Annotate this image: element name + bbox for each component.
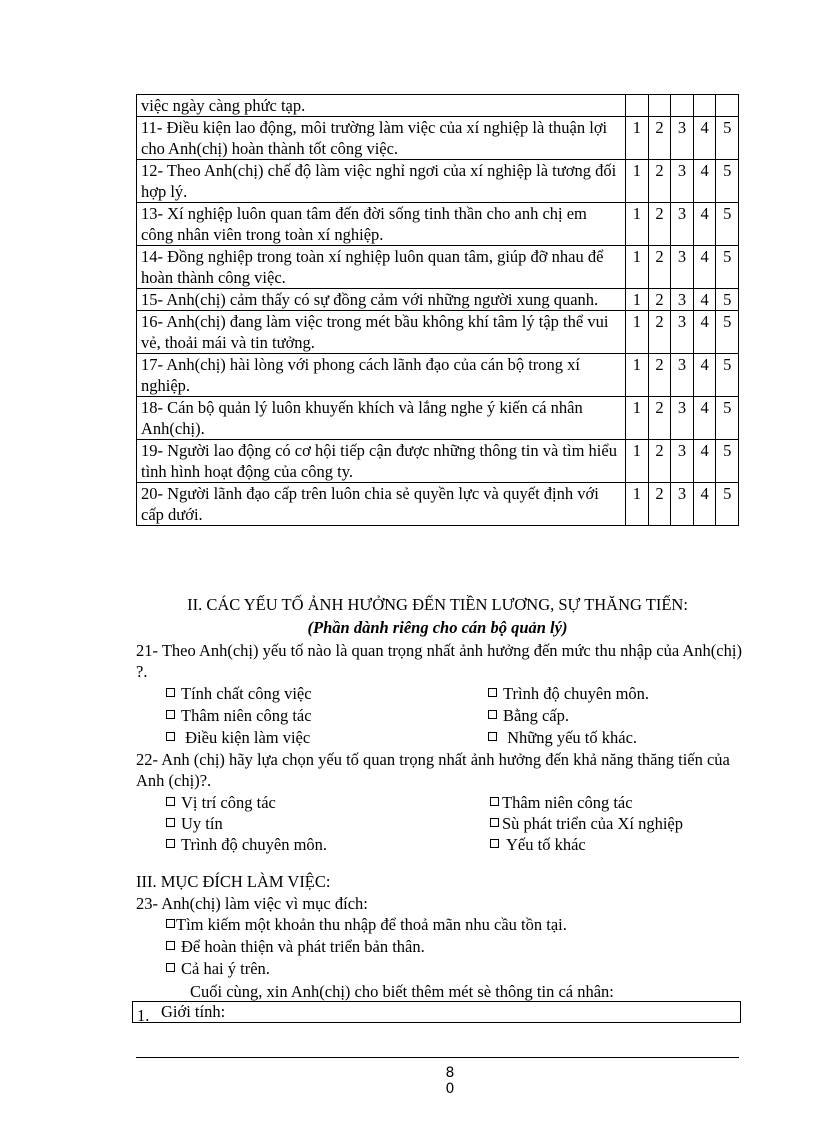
q23-option-income[interactable]: Tìm kiếm một khoản thu nhập để thoả mãn nhu cầu tồn tại. — [166, 914, 567, 935]
rating-cell[interactable]: 2 — [648, 289, 671, 311]
rating-cell[interactable]: 5 — [716, 397, 739, 440]
rating-cell[interactable]: 1 — [626, 397, 649, 440]
rating-cell[interactable]: 5 — [716, 311, 739, 354]
rating-cell[interactable]: 5 — [716, 246, 739, 289]
q23-option-both[interactable]: Cả hai ý trên. — [166, 958, 270, 979]
survey-question: 12- Theo Anh(chị) chế độ làm việc nghỉ ngơi của xí nghiệp là tương đối hợp lý. — [137, 160, 626, 203]
rating-cell[interactable]: 3 — [671, 483, 694, 526]
rating-cell[interactable]: 4 — [693, 440, 716, 483]
rating-cell[interactable]: 5 — [716, 117, 739, 160]
checkbox-icon — [166, 963, 175, 972]
question-23: 23- Anh(chị) làm việc vì mục đích: — [136, 894, 368, 913]
survey-question: 15- Anh(chị) cảm thấy có sự đồng cảm với những người xung quanh. — [137, 289, 626, 311]
section-2-subtitle: (Phần dành riêng cho cán bộ quản lý) — [307, 618, 568, 637]
checkbox-icon — [490, 839, 499, 848]
question-21: 21- Theo Anh(chị) yếu tố nào là quan trọng nhất ảnh hưởng đến mức thu nhập của Anh(chị) ?. — [136, 641, 742, 681]
survey-row — [137, 246, 739, 289]
rating-cell[interactable]: 3 — [671, 117, 694, 160]
closing-text: Cuối cùng, xin Anh(chị) cho biết thêm mét sè thông tin cá nhân: — [190, 982, 614, 1001]
survey-row — [137, 289, 739, 311]
survey-question: 17- Anh(chị) hài lòng với phong cách lãnh đạo của cán bộ trong xí nghiệp. — [137, 354, 626, 397]
survey-question: 18- Cán bộ quản lý luôn khuyến khích và lắng nghe ý kiến cá nhân Anh(chị). — [137, 397, 626, 440]
q22-option-expertise[interactable]: Trình độ chuyên môn. — [166, 834, 327, 855]
section-2-title: II. CÁC YẾU TỐ ẢNH HƯỞNG ĐẾN TIỀN LƯƠNG, SỰ THĂNG TIẾN: — [187, 595, 688, 614]
rating-cell[interactable]: 1 — [626, 289, 649, 311]
rating-cell[interactable]: 4 — [693, 397, 716, 440]
q21-option-work-nature[interactable]: Tính chất công việc — [166, 683, 312, 704]
rating-cell — [648, 95, 671, 117]
rating-cell[interactable]: 4 — [693, 289, 716, 311]
rating-cell[interactable]: 1 — [626, 203, 649, 246]
survey-row — [137, 117, 739, 160]
checkbox-icon — [166, 710, 175, 719]
survey-question: 14- Đồng nghiệp trong toàn xí nghiệp luôn quan tâm, giúp đỡ nhau để hoàn thành công việc. — [137, 246, 626, 289]
page-number-digit-2: 0 — [445, 1081, 455, 1097]
checkbox-icon — [166, 688, 175, 697]
rating-cell[interactable]: 5 — [716, 483, 739, 526]
checkbox-icon — [488, 688, 497, 697]
checkbox-icon — [166, 797, 175, 806]
rating-cell[interactable]: 1 — [626, 246, 649, 289]
rating-cell[interactable]: 1 — [626, 117, 649, 160]
rating-cell — [716, 95, 739, 117]
survey-row — [137, 397, 739, 440]
rating-cell[interactable]: 5 — [716, 354, 739, 397]
q22-option-development[interactable]: Sù phát triển của Xí nghiệp — [490, 813, 683, 834]
survey-row — [137, 483, 739, 526]
checkbox-icon — [488, 732, 497, 741]
rating-cell[interactable]: 1 — [626, 160, 649, 203]
survey-row — [137, 311, 739, 354]
rating-cell[interactable]: 2 — [648, 440, 671, 483]
q21-option-other[interactable]: Những yếu tố khác. — [488, 727, 637, 748]
info-item-number: 1. — [137, 1006, 150, 1025]
checkbox-icon — [166, 818, 175, 827]
rating-cell[interactable]: 2 — [648, 246, 671, 289]
q21-option-degree[interactable]: Bằng cấp. — [488, 705, 569, 726]
rating-cell[interactable]: 2 — [648, 117, 671, 160]
q21-option-expertise[interactable]: Trình độ chuyên môn. — [488, 683, 649, 704]
survey-row — [137, 440, 739, 483]
checkbox-icon — [488, 710, 497, 719]
rating-cell[interactable]: 3 — [671, 203, 694, 246]
rating-cell[interactable]: 2 — [648, 397, 671, 440]
rating-cell[interactable]: 4 — [693, 311, 716, 354]
personal-info-box — [132, 1001, 741, 1023]
rating-cell[interactable]: 2 — [648, 483, 671, 526]
section-3-title: III. MỤC ĐÍCH LÀM VIỆC: — [136, 872, 331, 891]
q21-option-seniority[interactable]: Thâm niên công tác — [166, 705, 312, 726]
rating-cell[interactable]: 3 — [671, 311, 694, 354]
rating-cell[interactable]: 2 — [648, 354, 671, 397]
rating-cell[interactable]: 4 — [693, 117, 716, 160]
rating-cell — [671, 95, 694, 117]
rating-cell[interactable]: 3 — [671, 397, 694, 440]
rating-cell[interactable]: 1 — [626, 440, 649, 483]
checkbox-icon — [166, 839, 175, 848]
rating-cell[interactable]: 1 — [626, 354, 649, 397]
checkbox-icon — [166, 941, 175, 950]
survey-question: 13- Xí nghiệp luôn quan tâm đến đời sống tinh thần cho anh chị em công nhân viên trong toàn xí nghiệp. — [137, 203, 626, 246]
rating-cell[interactable]: 3 — [671, 354, 694, 397]
rating-cell[interactable]: 2 — [648, 311, 671, 354]
survey-row — [137, 203, 739, 246]
checkbox-icon — [490, 818, 499, 827]
q22-option-reputation[interactable]: Uy tín — [166, 813, 223, 834]
rating-cell[interactable]: 5 — [716, 289, 739, 311]
q22-option-position[interactable]: Vị trí công tác — [166, 792, 276, 813]
survey-question: 20- Người lãnh đạo cấp trên luôn chia sẻ quyền lực và quyết định với cấp dưới. — [137, 483, 626, 526]
q22-option-other[interactable]: Yếu tố khác — [490, 834, 586, 855]
rating-cell[interactable]: 1 — [626, 311, 649, 354]
rating-cell[interactable]: 2 — [648, 160, 671, 203]
survey-row — [137, 354, 739, 397]
rating-cell[interactable]: 1 — [626, 483, 649, 526]
rating-cell[interactable]: 2 — [648, 203, 671, 246]
survey-question: 16- Anh(chị) đang làm việc trong mét bầu không khí tâm lý tập thể vui vẻ, thoải mái và tin tưởng. — [137, 311, 626, 354]
rating-cell[interactable]: 4 — [693, 354, 716, 397]
rating-cell[interactable]: 5 — [716, 440, 739, 483]
q21-option-conditions[interactable]: Điều kiện làm việc — [166, 727, 310, 748]
rating-cell[interactable]: 5 — [716, 160, 739, 203]
rating-cell — [626, 95, 649, 117]
question-22: 22- Anh (chị) hãy lựa chọn yếu tố quan trọng nhất ảnh hưởng đến khả năng thăng tiến của Anh (chị)?. — [136, 750, 730, 790]
survey-question: 19- Người lao động có cơ hội tiếp cận được những thông tin và tìm hiểu tình hình hoạt động của công ty. — [137, 440, 626, 483]
survey-question: 11- Điều kiện lao động, môi trường làm việc của xí nghiệp là thuận lợi cho Anh(chị) hoàn thành tốt công việc. — [137, 117, 626, 160]
footer-divider — [136, 1057, 739, 1058]
survey-row — [137, 160, 739, 203]
q22-option-seniority[interactable]: Thâm niên công tác — [490, 792, 633, 813]
rating-cell[interactable]: 5 — [716, 203, 739, 246]
rating-cell[interactable]: 3 — [671, 440, 694, 483]
checkbox-icon — [166, 732, 175, 741]
survey-question: việc ngày càng phức tạp. — [137, 95, 626, 117]
survey-table — [136, 94, 739, 526]
rating-cell[interactable]: 4 — [693, 203, 716, 246]
rating-cell[interactable]: 4 — [693, 160, 716, 203]
q23-option-self-development[interactable]: Để hoàn thiện và phát triển bản thân. — [166, 936, 425, 957]
rating-cell[interactable]: 4 — [693, 246, 716, 289]
gender-label: Giới tính: — [161, 1002, 226, 1021]
checkbox-icon — [166, 919, 175, 928]
rating-cell[interactable]: 3 — [671, 160, 694, 203]
page-number-digit-1: 8 — [445, 1065, 455, 1081]
rating-cell — [693, 95, 716, 117]
rating-cell[interactable]: 3 — [671, 246, 694, 289]
survey-row — [137, 95, 739, 117]
rating-cell[interactable]: 3 — [671, 289, 694, 311]
checkbox-icon — [490, 797, 499, 806]
rating-cell[interactable]: 4 — [693, 483, 716, 526]
